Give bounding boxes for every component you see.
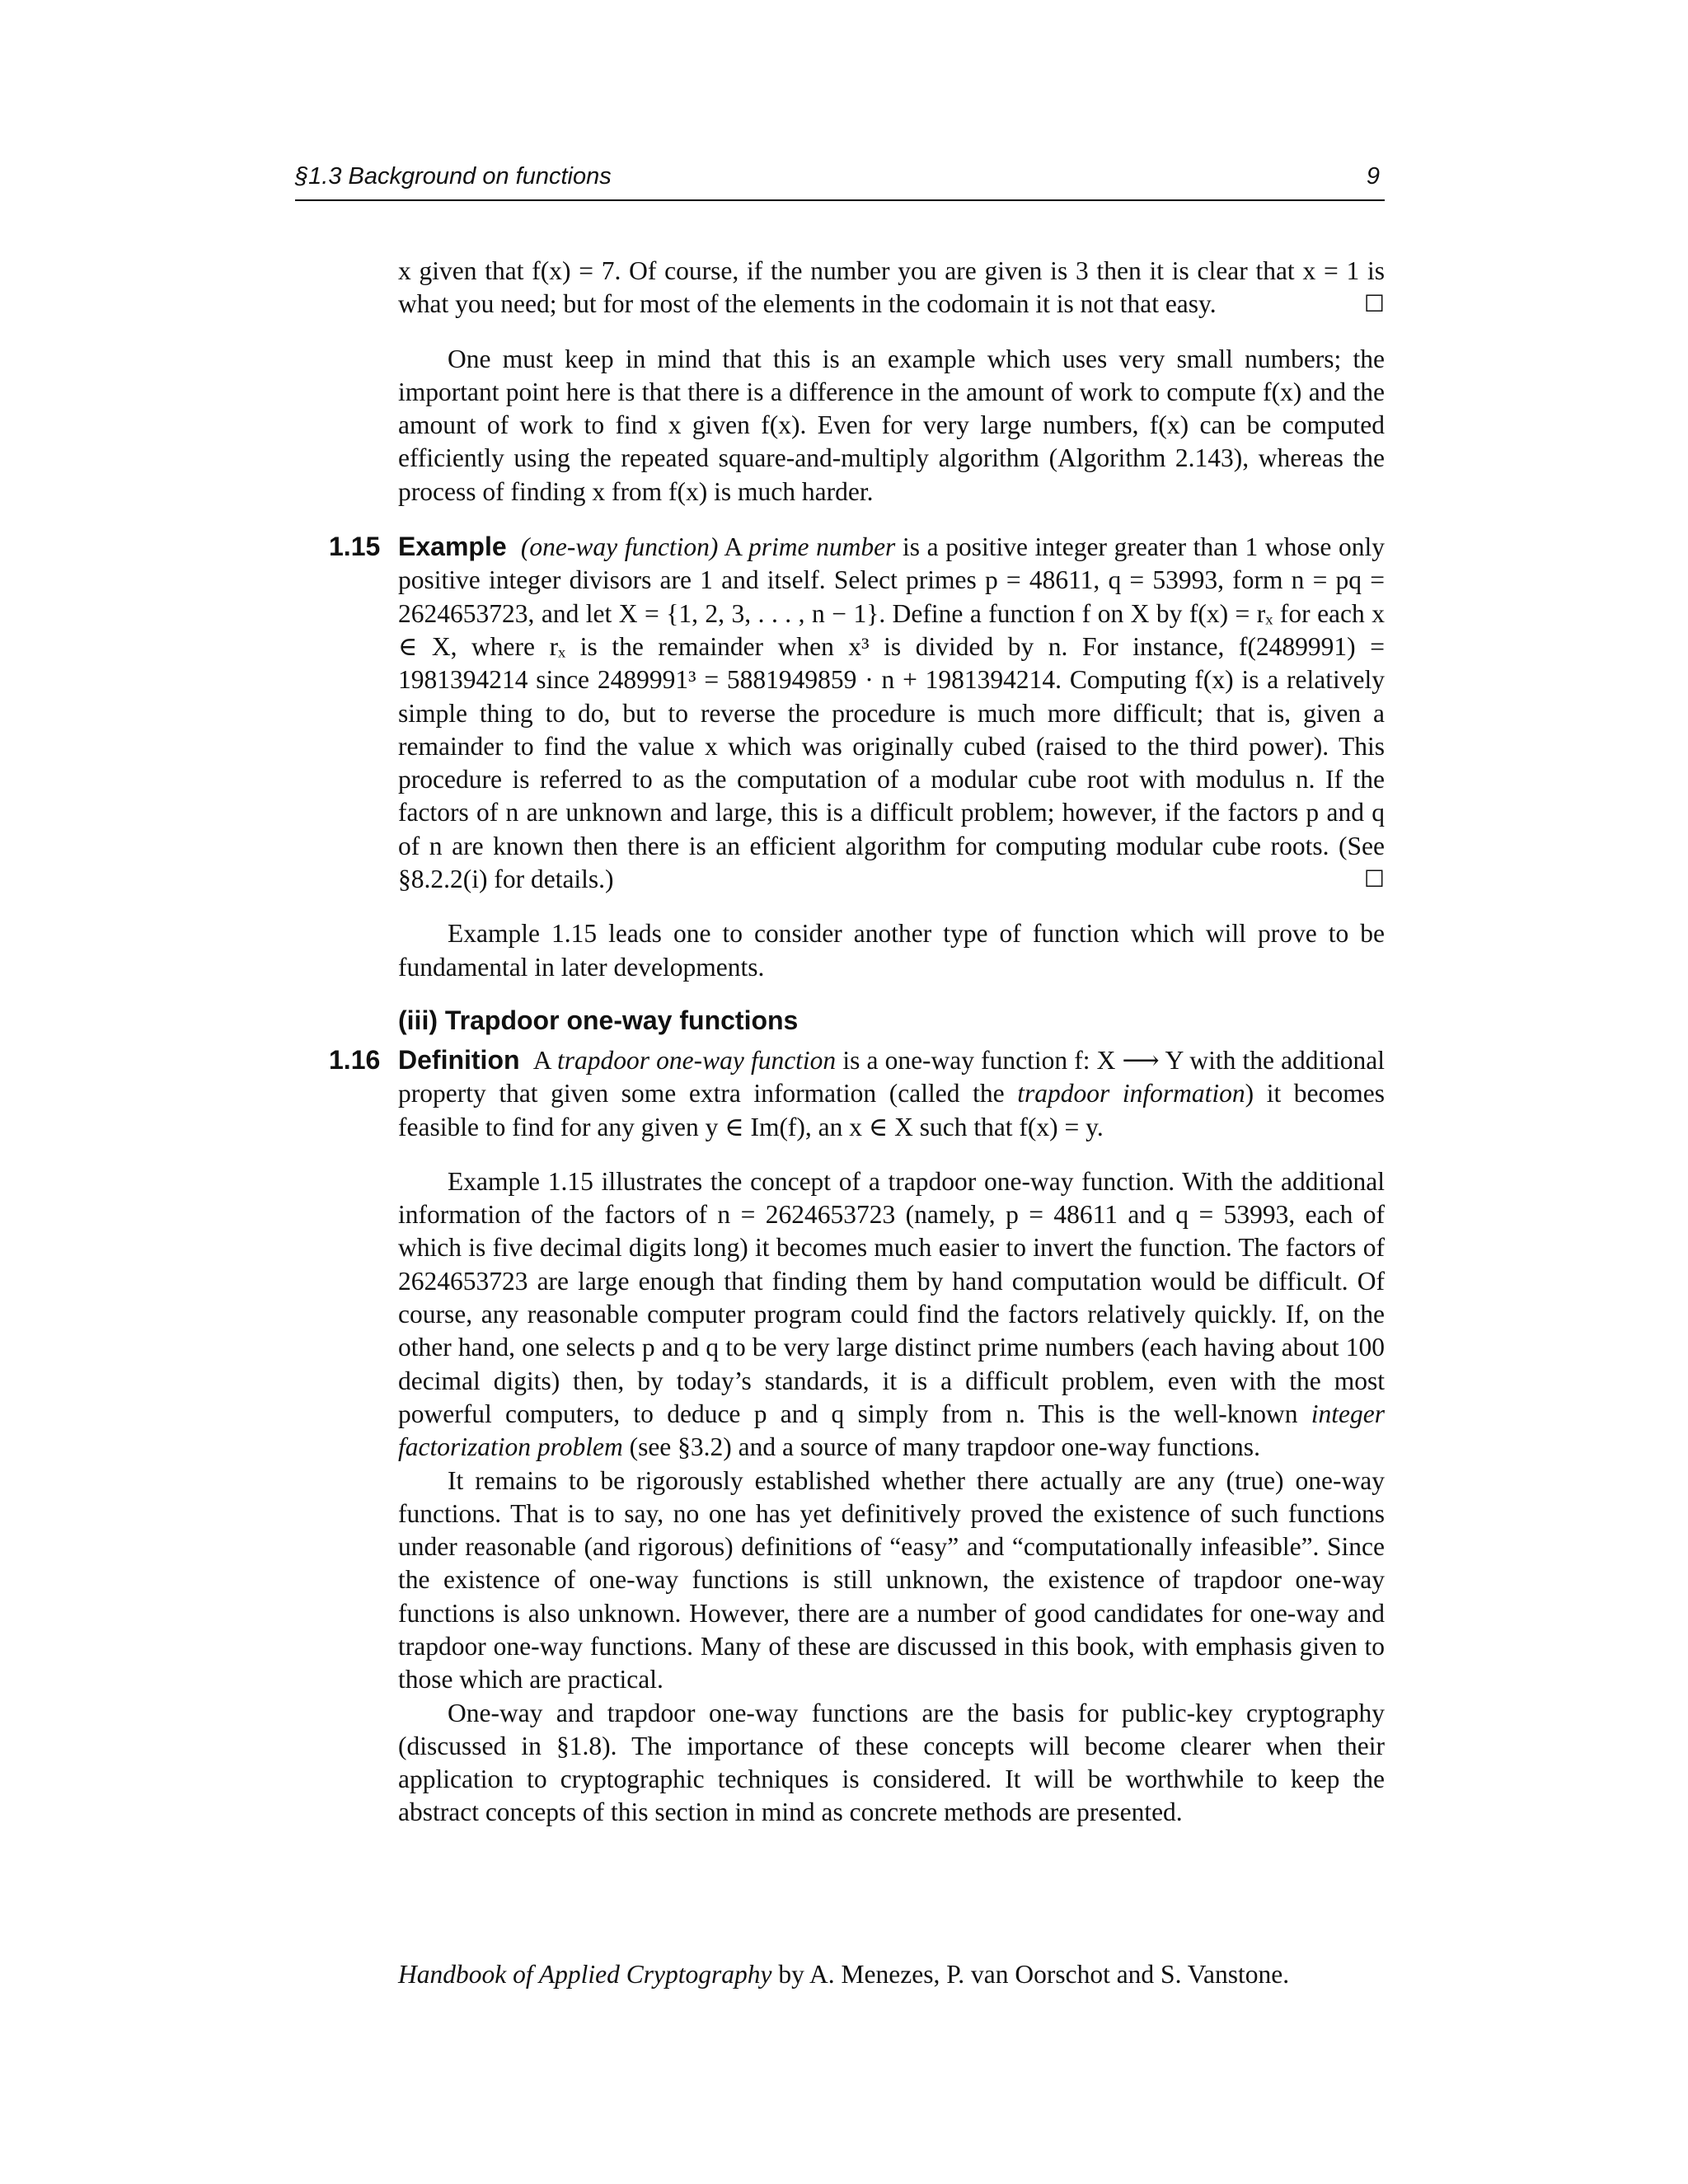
paragraph-text: x given that f(x) = 7. Of course, if the number you are given is 3 then it is clear that x = 1 is what you need; but for most of the elements in the codomain it is not that easy. [398,256,1385,319]
example-topic: (one-way function) [520,532,719,562]
qed-icon: ☐ [1363,865,1385,893]
defined-term: trapdoor information [1017,1079,1245,1108]
book-authors: by A. Menezes, P. van Oorschot and S. Vanstone. [778,1960,1290,1989]
paragraph: Example 1.15 leads one to consider another type of function which will prove to be fundamental in later developments. [398,919,1385,982]
page-body [329,255,1386,1830]
running-header [295,162,1385,201]
definition-1-16: 1.16 Definition A trapdoor one-way function is a one-way function f: X ⟶ Y with the additional property that given some extra information (called the trapdoor information) it becomes feasible to find for any given y ∈ Im(f), an x ∈ X such that f(x) = y. [329,1044,1386,1141]
paragraph: One must keep in mind that this is an example which uses very small numbers; the important point here is that there is a difference in the amount of work to compute f(x) and the amount of work to find x given f(x). Even for very large numbers, f(x) can be computed efficiently using the repeated square-and-multiply algorithm (Algorithm 2.143), whereas the process of finding x from f(x) is much harder. [398,344,1385,506]
defined-term: prime number [748,532,896,562]
book-title: Handbook of Applied Cryptography [398,1960,772,1989]
paragraph [398,255,1385,321]
defined-term: trapdoor one-way function [556,1045,837,1075]
paragraph: One-way and trapdoor one-way functions are the basis for public-key cryptography (discussed in §1.8). The importance of these concepts will become clearer when their application to cryptographic techniques is considered. It will be worthwhile to keep the abstract concepts of this section in mind as concrete methods are presented. [398,1698,1385,1827]
example-text: is a positive integer greater than 1 whose only positive integer divisors are 1 and itself. Select primes p = 48611, q = 53993, form n = pq = 2624653723, and let X = {1, 2, 3, . . . , n − 1}. Define a function f on X by f(x) = rₓ for each x ∈ X, where rₓ is the remainder when x³ is divided by n. For instance, f(2489991) = 1981394214 since 2489991³ = 5881949859 · n + 1981394214. Computing f(x) is a relatively simple thing to do, but to reverse the procedure is much more difficult; that is, given a remainder to find the value x which was originally cubed (raised to the third power). This procedure is referred to as the computation of a modular cube root with modulus n. If the factors of n are unknown and large, this is a difficult problem; however, if the factors p and q of n are known then there is an efficient algorithm for computing modular cube roots. (See §8.2.2(i) for details.) [398,532,1386,894]
paragraph: It remains to be rigorously established whether there actually are any (true) one-way functions. That is to say, no one has yet definitively proved the existence of such functions under reasonable (and rigorous) definitions of “easy” and “computationally infeasible”. Since the existence of one-way functions is still unknown, the existence of trapdoor one-way functions is also unknown. However, there are a number of good candidates for one-way and trapdoor one-way functions. Many of these are discussed in this book, with emphasis given to those which are practical. [398,1465,1385,1694]
footer [398,1960,1289,1990]
example-1-15: 1.15 Example (one-way function) A prime number is a positive integer greater than 1 whose only positive integer divisors are 1 and itself. Select primes p = 48611, q = 53993, form n = pq = 2624653723, and let X = {1, 2, 3, . . . , n − 1}. Define a function f on X by f(x) = rₓ for each x ∈ X, where rₓ is the remainder when x³ is divided by n. For instance, f(2489991) = 1981394214 since 2489991³ = 5881949859 · n + 1981394214. Computing f(x) is a relatively simple thing to do, but to reverse the procedure is much more difficult; that is, given a remainder to find the value x which was originally cubed (raised to the third power). This procedure is referred to as the computation of a modular cube root with modulus n. If the factors of n are unknown and large, this is a difficult problem; however, if the factors p and q of n are known then there is an efficient algorithm for computing modular cube roots. (See §8.2.2(i) for details.) ☐ [398,530,1385,896]
qed-icon: ☐ [1363,290,1385,318]
subsection-heading: (iii) Trapdoor one-way functions [398,1005,799,1035]
defined-term: integer factorization problem [398,1399,1386,1462]
section-title: §1.3 Background on functions [295,163,612,190]
definition-label: Definition [398,1044,520,1075]
page-number: 9 [1366,163,1380,190]
definition-number: 1.16 [329,1044,381,1075]
paragraph: Example 1.15 illustrates the concept of a trapdoor one-way function. With the additional information of the factors of n = 2624653723 (namely, p = 48611 and q = 53993, each of which is five decimal digits long) it becomes much easier to invert the function. The factors of 2624653723 are large enough that finding them by hand computation would be difficult. Of course, any reasonable computer program could find the factors relatively quickly. If, on the other hand, one selects p and q to be very large distinct prime numbers (each having about 100 decimal digits) then, by today’s standards, it is a difficult problem, even with the most powerful computers, to deduce p and q simply from n. This is the well-known integer factorization problem (see §3.2) and a source of many trapdoor one-way functions. [398,1166,1386,1462]
example-label: Example [398,532,507,562]
example-number: 1.15 [329,532,381,562]
